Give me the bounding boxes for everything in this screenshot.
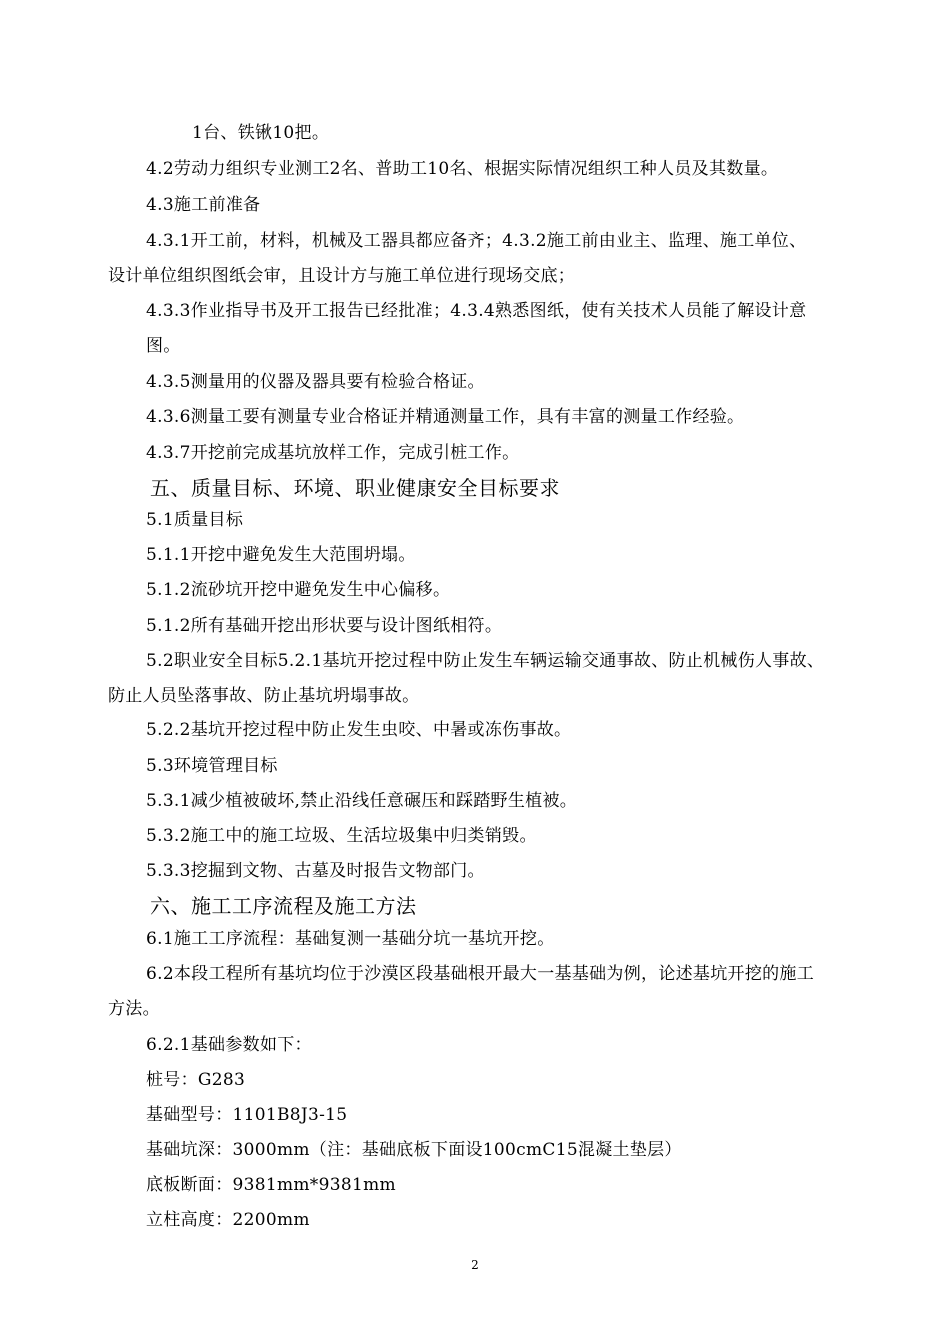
text-line: 5.1.2流砂坑开挖中避免发生中心偏移。 [146,580,451,600]
section-heading: 六、施工工序流程及施工方法 [150,894,417,918]
text-line: 5.1.2所有基础开挖出形状要与设计图纸相符。 [146,616,503,636]
text-line: 5.1.1开挖中避免发生大范围坍塌。 [146,545,416,565]
text-line: 4.3.5测量用的仪器及器具要有检验合格证。 [146,372,485,392]
text-line: 4.3.7开挖前完成基坑放样工作，完成引桩工作。 [146,443,520,463]
text-line: 5.3.3挖掘到文物、古墓及时报告文物部门。 [146,861,485,881]
text-line: 底板断面：9381mm*9381mm [146,1175,396,1195]
text-line: 防止人员坠落事故、防止基坑坍塌事故。 [108,686,420,706]
text-line: 图。 [146,336,181,356]
text-line: 桩号：G283 [146,1070,246,1090]
text-line: 6.1施工工序流程：基础复测一基础分坑一基坑开挖。 [146,929,555,949]
text-line: 基础型号：1101B8J3-15 [146,1105,348,1125]
text-line: 6.2本段工程所有基坑均位于沙漠区段基础根开最大一基基础为例，论述基坑开挖的施工 [146,964,815,984]
text-line: 基础坑深：3000mm（注：基础底板下面设100cmC15混凝土垫层） [146,1140,682,1160]
text-line: 4.3.3作业指导书及开工报告已经批准；4.3.4熟悉图纸，使有关技术人员能了解设计意 [146,301,807,321]
text-line: 5.2职业安全目标5.2.1基坑开挖过程中防止发生车辆运输交通事故、防止机械伤人事故、 [146,651,825,671]
text-line: 4.3.1开工前，材料，机械及工器具都应备齐；4.3.2施工前由业主、监理、施工单位、 [146,231,807,251]
text-line: 5.1质量目标 [146,510,244,530]
text-line: 6.2.1基础参数如下： [146,1035,312,1055]
text-line: 5.3.2施工中的施工垃圾、生活垃圾集中归类销毁。 [146,826,537,846]
text-line: 4.3施工前准备 [146,195,261,215]
text-line: 立柱高度：2200mm [146,1210,310,1230]
text-line: 设计单位组织图纸会审，且设计方与施工单位进行现场交底； [108,266,576,286]
text-line: 5.2.2基坑开挖过程中防止发生虫咬、中暑或冻伤事故。 [146,720,572,740]
text-line: 1台、铁锹10把。 [192,123,330,143]
text-line: 5.3.1减少植被破坏,禁止沿线任意碾压和踩踏野生植被。 [146,791,578,811]
text-line: 4.3.6测量工要有测量专业合格证并精通测量工作，具有丰富的测量工作经验。 [146,407,745,427]
page-number: 2 [471,1258,479,1272]
text-line: 4.2劳动力组织专业测工2名、普助工10名、根据实际情况组织工种人员及其数量。 [146,159,779,179]
text-line: 方法。 [108,999,160,1019]
text-line: 5.3环境管理目标 [146,756,278,776]
section-heading: 五、质量目标、环境、职业健康安全目标要求 [150,476,560,500]
